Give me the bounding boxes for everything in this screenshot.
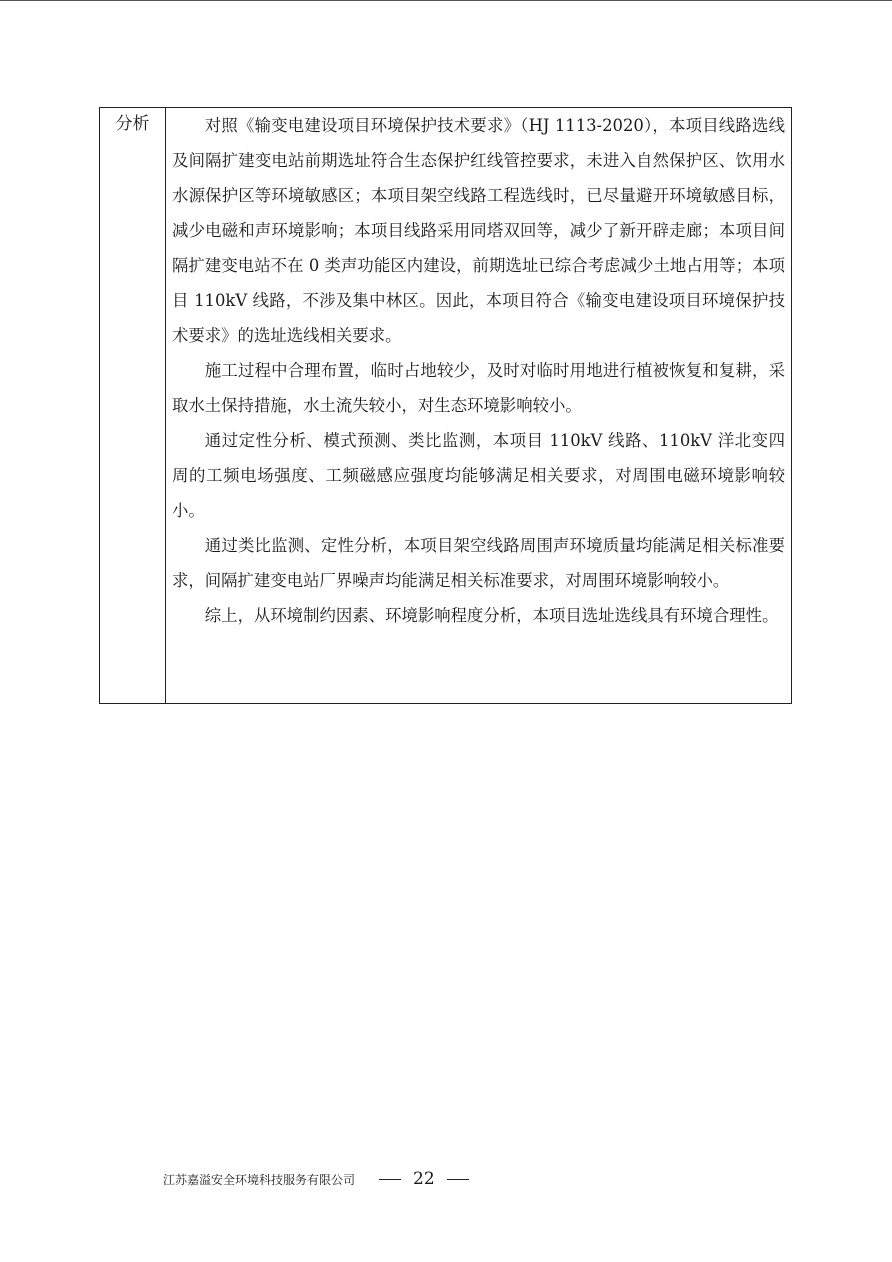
- top-rule: [0, 0, 892, 1]
- dash-right: [447, 1179, 469, 1180]
- paragraph-site-selection: 对照《输变电建设项目环境保护技术要求》（HJ 1113-2020），本项目线路选线及间隔扩建变电站前期选址符合生态保护红线管控要求，未进入自然保护区、饮用水水源保护区等环境敏感区；本项目架空线路工程选线时，已尽量避开环境敏感目标，减少电磁和声环境影响；本项目线路采用同塔双回等，减少了新开辟走廊；本项目间隔扩建变电站不在 0 类声功能区内建设，前期选址已综合考虑减少土地占用等；本项目 110kV 线路，不涉及集中林区。因此，本项目符合《输变电建设项目环境保护技术要求》的选址选线相关要求。: [172, 116, 785, 345]
- page-footer: [163, 1164, 563, 1194]
- analysis-table: [99, 107, 792, 704]
- footer-company: 江苏嘉溢安全环境科技服务有限公司: [163, 1172, 356, 1187]
- paragraph-conclusion: 综上，从环境制约因素、环境影响程度分析，本项目选址选线具有环境合理性。: [204, 606, 779, 625]
- paragraph-construction: 施工过程中合理布置，临时占地较少，及时对临时用地进行植被恢复和复耕，采取水土保持措施，水土流失较小，对生态环境影响较小。: [172, 361, 785, 415]
- footer-page-indicator: [379, 1169, 469, 1189]
- paragraph-electromagnetic: 通过定性分析、模式预测、类比监测，本项目 110kV 线路、110kV 洋北变四周的工频电场强度、工频磁感应强度均能够满足相关要求，对周围电磁环境影响较小。: [172, 431, 785, 520]
- page-number: 22: [413, 1169, 435, 1189]
- row-label: 分析: [100, 108, 166, 703]
- dash-left: [379, 1179, 401, 1180]
- analysis-content: [166, 108, 791, 703]
- paragraph-noise: 通过类比监测、定性分析，本项目架空线路周围声环境质量均能满足相关标准要求，间隔扩建变电站厂界噪声均能满足相关标准要求，对周围环境影响较小。: [172, 536, 785, 590]
